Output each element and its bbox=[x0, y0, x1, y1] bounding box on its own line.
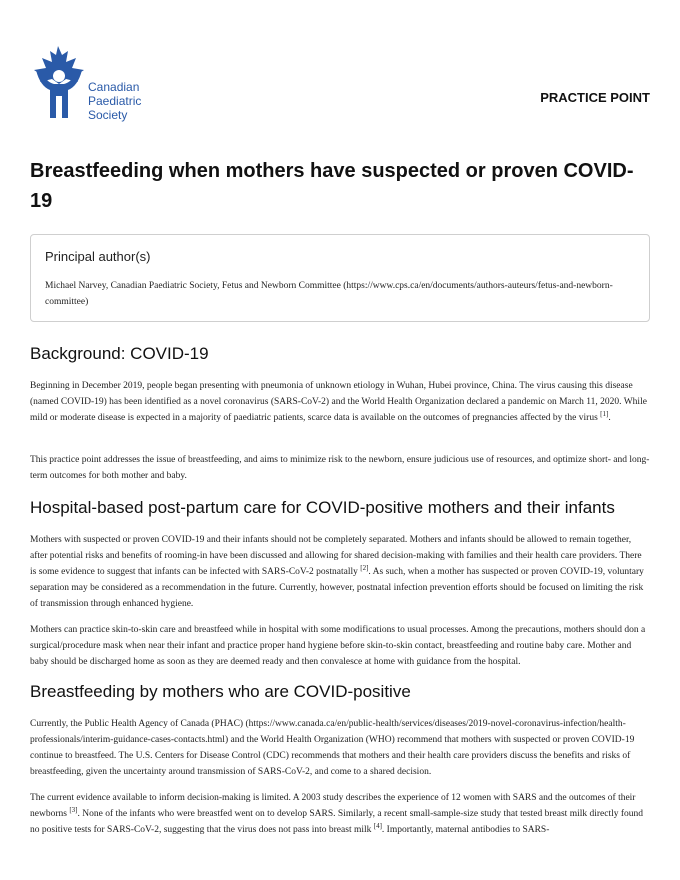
author-heading: Principal author(s) bbox=[45, 249, 151, 264]
paragraph bbox=[30, 378, 650, 426]
paragraph bbox=[30, 790, 650, 838]
paragraph-text: Beginning in December 2019, people began presenting with pneumonia of unknown etiology in Wuhan, Hubei province, China. The virus causing this disease (named COVID-19) has been identified as a novel coronavirus (SARS-CoV-2) and the World Health Organization declared a pandemic on March 11, 2020. While mild or moderate disease is expected in a majority of paediatric patients, scarce data is available on the outcomes of pregnancies affected by the virus bbox=[30, 381, 647, 423]
paragraph-text: Mothers with suspected or proven COVID-19 and their infants should not be completely separated. Mothers and infants should be allowed to remain together, after potential risks and benefits of rooming-in have been discussed and allowing for shared decision-making with families and their health care providers. There is some evidence to suggest that infants can be infected with SARS-CoV-2 postnatally bbox=[30, 535, 642, 577]
paragraph-text: . As such, when a mother has suspected or proven COVID-19, voluntary separation may be considered as a recommendation in the future. Currently, however, postnatal infection prevention efforts should be focused on limiting the risk of transmission through enhanced hygiene. bbox=[30, 567, 644, 609]
paragraph-text: . Importantly, maternal antibodies to SARS- bbox=[381, 825, 550, 835]
author-box bbox=[30, 234, 650, 322]
reference-link[interactable]: [3] bbox=[69, 805, 78, 814]
paragraph: This practice point addresses the issue of breastfeeding, and aims to minimize risk to the newborn, ensure judicious use of resources, and optimize short- and long-term outcomes for both mother and baby. bbox=[30, 455, 650, 481]
paragraph-text: . None of the infants who were breastfed went on to develop SARS. Similarly, a recent small-sample-size study that tested breast milk directly found no positive tests for SARS-CoV-2, suggesting that the virus does not pass into breast milk bbox=[30, 809, 644, 835]
paragraph-text: The current evidence available to inform decision-making is limited. A 2003 study describes the experience of 12 women with SARS and the outcomes of their newborns bbox=[30, 793, 636, 819]
practice-point-badge: PRACTICE POINT bbox=[540, 90, 650, 105]
reference-link[interactable]: [2] bbox=[360, 563, 369, 572]
logo-wordmark[interactable] bbox=[88, 80, 141, 122]
paragraph-text: . bbox=[608, 413, 611, 423]
reference-link[interactable]: [1] bbox=[600, 409, 609, 418]
paragraph: Currently, the Public Health Agency of Canada (PHAC) (https://www.canada.ca/en/public-health/services/diseases/2019-novel-coronavirus-infection/health-professionals/interim-guidance-cases-contacts.html) and the World Health Organization (WHO) recommend that mothers with suspected or proven COVID-19 continue to breastfeed. The U.S. Centers for Disease Control (CDC) recommends that mothers and their health care providers discuss the benefits and risks of breastfeeding, given the uncertainty around transmission of SARS-CoV-2, and come to a shared decision. bbox=[30, 719, 635, 777]
logo-line-2: Paediatric bbox=[88, 94, 142, 108]
paragraph: Mothers can practice skin-to-skin care and breastfeed while in hospital with some modifications to usual processes. Among the precautions, mothers should don a surgical/procedure mask when near their infant and practice proper hand hygiene before skin-to-skin contact, breastfeeding and routine baby care. Mother and baby should be discharged home as soon as they are deemed ready and then convalesce at home with guidance from the hospital. bbox=[30, 625, 646, 667]
author-text: Michael Narvey, Canadian Paediatric Society, Fetus and Newborn Committee (https://www.cps.ca/en/documents/authors-auteurs/fetus-and-newborn-committee) bbox=[45, 281, 613, 307]
paragraph bbox=[30, 532, 650, 612]
section-heading-hospital-care: Hospital-based post-partum care for COVID-positive mothers and their infants bbox=[30, 498, 615, 517]
page-title: Breastfeeding when mothers have suspected or proven COVID-19 bbox=[30, 160, 634, 212]
logo-line-3: Society bbox=[88, 108, 128, 122]
reference-link[interactable]: [4] bbox=[373, 821, 382, 830]
logo-line-1: Canadian bbox=[88, 80, 140, 94]
section-heading-background: Background: COVID-19 bbox=[30, 344, 209, 363]
section-heading-breastfeeding: Breastfeeding by mothers who are COVID-positive bbox=[30, 682, 411, 701]
